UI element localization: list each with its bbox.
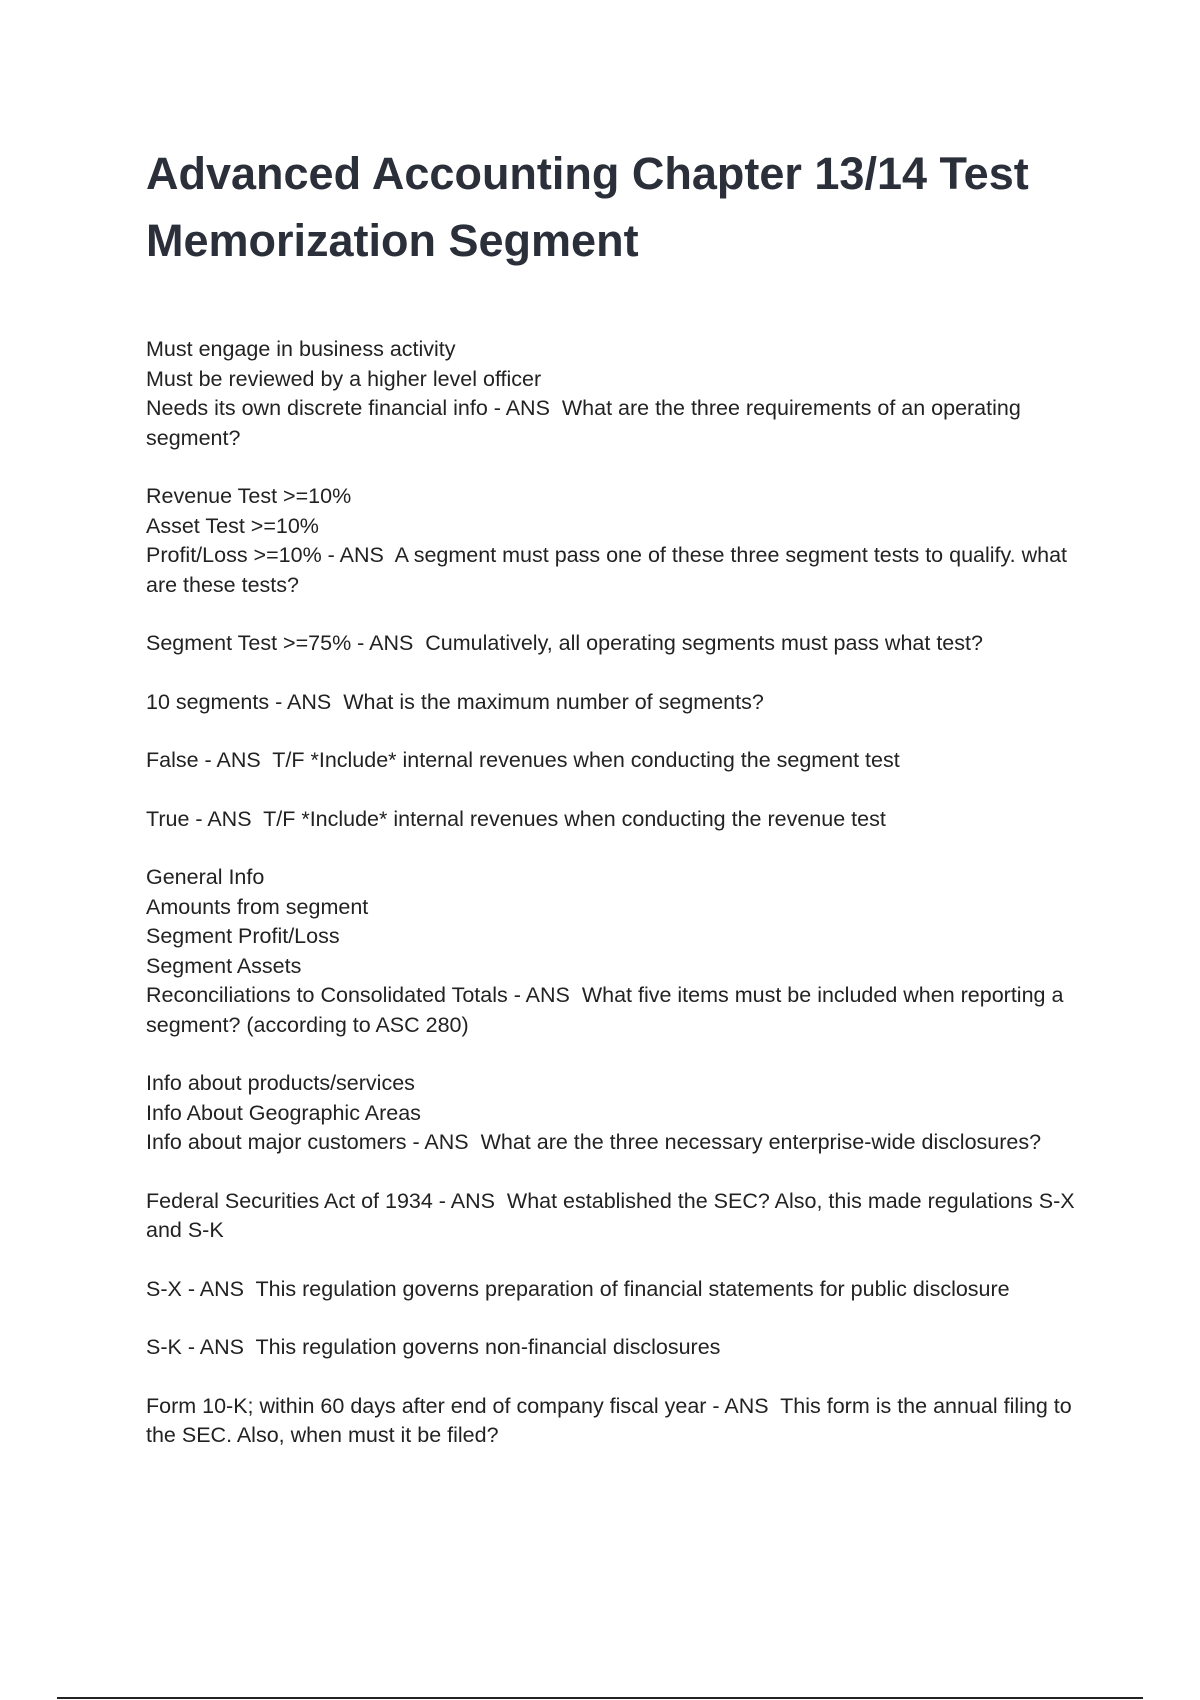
qa-item xyxy=(146,335,1091,453)
answer-line: 10 segments xyxy=(146,689,270,714)
qa-item xyxy=(146,1333,1091,1363)
question-text: This regulation governs preparation of financial statements for public disclosure xyxy=(255,1276,1010,1301)
answer-separator: - ANS xyxy=(181,1276,256,1301)
answer-line: Must be reviewed by a higher level officer xyxy=(146,366,542,391)
qa-item xyxy=(146,688,1091,718)
qa-item xyxy=(146,1392,1091,1451)
answer-question-line xyxy=(146,631,983,655)
answer-line: Segment Assets xyxy=(146,953,302,978)
answer-line: Reconciliations to Consolidated Totals xyxy=(146,983,508,1007)
qa-item xyxy=(146,863,1091,1040)
answer-line: Profit/Loss >=10% xyxy=(146,543,322,567)
qa-item xyxy=(146,805,1091,835)
question-text: T/F *Include* internal revenues when conducting the revenue test xyxy=(263,806,886,831)
answer-question-line xyxy=(146,690,764,714)
answer-question-line xyxy=(146,543,1067,597)
answer-line: True xyxy=(146,806,190,831)
answer-separator: - ANS xyxy=(406,1130,481,1154)
qa-item xyxy=(146,1069,1091,1158)
qa-item xyxy=(146,482,1091,600)
answer-question-line xyxy=(146,807,886,831)
answer-line: Amounts from segment xyxy=(146,894,369,919)
answer-line: Segment Test >=75% xyxy=(146,631,352,655)
answer-line: Federal Securities Act of 1934 xyxy=(146,1188,433,1213)
answer-line: Form 10-K; within 60 days after end of company fiscal year xyxy=(146,1393,707,1418)
question-text: This form is the annual filing to the SEC. Also, when must it be filed? xyxy=(146,1393,1072,1447)
answer-question-line xyxy=(146,1335,720,1359)
qa-list xyxy=(146,335,1091,1480)
question-text: What are the three requirements of an operating segment? xyxy=(146,396,1021,450)
document-title: Advanced Accounting Chapter 13/14 Test Memorization Segment xyxy=(146,148,1029,266)
question-text: What are the three necessary enterprise-wide disclosures? xyxy=(480,1130,1042,1154)
answer-line: Info About Geographic Areas xyxy=(146,1100,421,1125)
question-text: What is the maximum number of segments? xyxy=(343,689,764,714)
answer-question-line xyxy=(146,1189,1075,1243)
answer-separator: - ANS xyxy=(487,396,562,420)
answer-line: False xyxy=(146,748,199,772)
answer-separator: - ANS xyxy=(189,806,264,831)
answer-line: Asset Test >=10% xyxy=(146,513,319,538)
answer-line: S-K xyxy=(146,1335,182,1359)
qa-item xyxy=(146,1187,1091,1246)
qa-item xyxy=(146,629,1091,659)
qa-item xyxy=(146,1275,1091,1305)
answer-question-line xyxy=(146,748,900,772)
answer-separator: - ANS xyxy=(507,983,582,1007)
answer-line: Segment Profit/Loss xyxy=(146,924,340,948)
question-text: A segment must pass one of these three segment tests to qualify. what are these tests? xyxy=(146,543,1068,597)
answer-line: Info about products/services xyxy=(146,1071,415,1095)
answer-separator: - ANS xyxy=(198,748,273,772)
answer-line: General Info xyxy=(146,865,265,889)
answer-separator: - ANS xyxy=(351,631,426,655)
qa-item xyxy=(146,746,1091,776)
answer-separator: - ANS xyxy=(706,1393,781,1418)
answer-separator: - ANS xyxy=(432,1188,507,1213)
answer-question-line xyxy=(146,1394,1072,1448)
answer-line: Must engage in business activity xyxy=(146,337,456,361)
answer-separator: - ANS xyxy=(269,689,344,714)
answer-line: S-X xyxy=(146,1276,182,1301)
question-text: Cumulatively, all operating segments must pass what test? xyxy=(425,631,983,655)
question-text: What five items must be included when reporting a segment? (according to ASC 280) xyxy=(146,983,1064,1037)
answer-question-line xyxy=(146,396,1021,450)
answer-line: Needs its own discrete financial info xyxy=(146,396,488,420)
answer-question-line xyxy=(146,1130,1041,1154)
answer-line: Info about major customers xyxy=(146,1130,407,1154)
answer-separator: - ANS xyxy=(181,1335,256,1359)
bottom-divider xyxy=(57,1697,1143,1699)
answer-line: Revenue Test >=10% xyxy=(146,484,352,508)
question-text: What established the SEC? Also, this made regulations S-X and S-K xyxy=(146,1188,1075,1242)
question-text: This regulation governs non-financial disclosures xyxy=(255,1335,721,1359)
answer-question-line xyxy=(146,1277,1010,1301)
answer-question-line xyxy=(146,983,1063,1037)
answer-separator: - ANS xyxy=(321,543,395,567)
question-text: T/F *Include* internal revenues when conducting the segment test xyxy=(272,748,900,772)
